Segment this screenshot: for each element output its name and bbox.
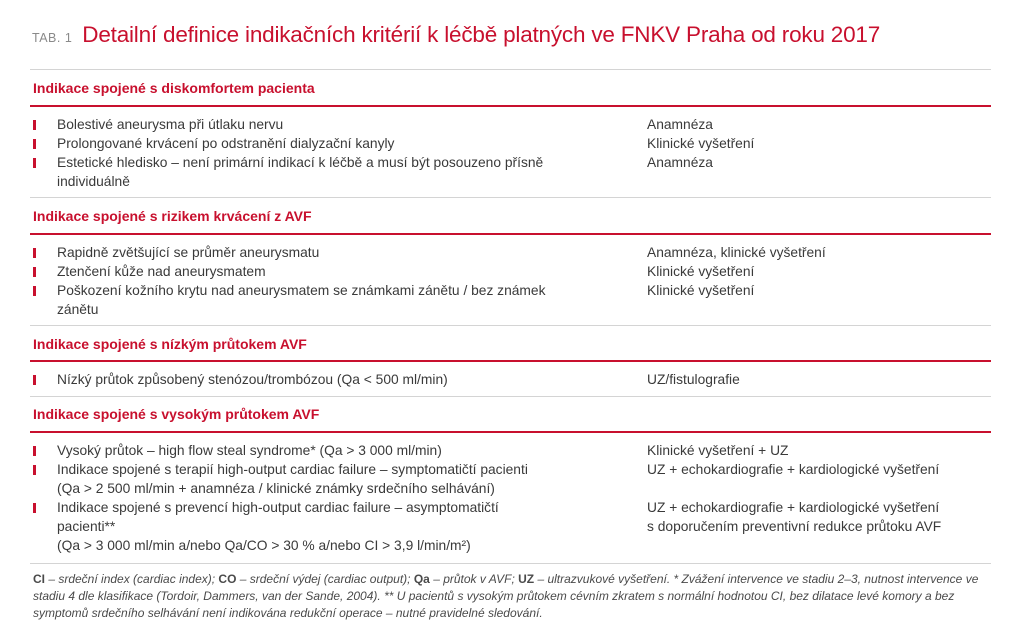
bullet-marker [33,446,36,456]
assessment-method: UZ/fistulografie [647,372,740,387]
table-footnote [33,571,993,622]
section-heading: Indikace spojené s diskomfortem pacienta [33,80,315,96]
bullet-marker [33,120,36,130]
section-heading: Indikace spojené s nízkým průtokem AVF [33,336,307,352]
assessment-method: Anamnéza [647,155,713,170]
section-heading-rule [30,105,991,107]
assessment-method: Klinické vyšetření + UZ [647,443,789,458]
criterion-label: Estetické hledisko – není primární indikací k léčbě a musí být posouzeno přísně individuálně [57,155,544,189]
bullet-marker [33,375,36,385]
bullet-marker [33,267,36,277]
criterion-label: Prolongované krvácení po odstranění dialyzační kanyly [57,136,395,151]
section-heading: Indikace spojené s rizikem krvácení z AVF [33,208,312,224]
bullet-marker [33,139,36,149]
criterion-label: Ztenčení kůže nad aneurysmatem [57,264,266,279]
assessment-method: Klinické vyšetření [647,283,755,298]
bullet-marker [33,503,36,513]
section-heading: Indikace spojené s vysokým průtokem AVF [33,406,320,422]
table-bottom-divider [30,563,991,564]
bullet-marker [33,465,36,475]
footnote-abbreviation: CI [33,572,45,586]
criterion-label: Indikace spojené s prevencí high-output cardiac failure – asymptomatičtí pacienti** (Qa > 3 000 ml/min a/nebo Qa/CO > 30 % a/nebo CI > 3,9 l/min/m²) [57,500,499,553]
criterion-label: Poškození kožního krytu nad aneurysmatem se známkami zánětu / bez známek zánětu [57,283,546,317]
assessment-method: Anamnéza [647,117,713,132]
footnote-text: – průtok v AVF; [429,572,519,586]
bullet-marker [33,158,36,168]
footnote-abbreviation: CO [218,572,237,586]
section-heading-rule [30,233,991,235]
footnote-abbreviation: UZ [518,572,535,586]
table-number: TAB. 1 [32,31,73,45]
bullet-marker [33,286,36,296]
table-title: Detailní definice indikačních kritérií k léčbě platných ve FNKV Praha od roku 2017 [82,22,881,47]
assessment-method: UZ + echokardiografie + kardiologické vyšetření [647,462,940,477]
criterion-label: Indikace spojené s terapií high-output cardiac failure – symptomatičtí pacienti (Qa > 2 500 ml/min + anamnéza / klinické známky srdečního selhávání) [57,462,528,496]
criterion-label: Bolestivé aneurysma při útlaku nervu [57,117,284,132]
section-divider [30,197,991,198]
section-heading-rule [30,360,991,362]
section-heading-rule [30,431,991,433]
table-caption [32,22,999,48]
footnote-text: – ultrazvukové vyšetření. * Zvážení intervence ve stadiu 2–3, nutnost intervence ve stadiu 4 dle klasifikace (Tordoir, Dammers, van der Sande, 2004). ** U pacientů s vysokým průtokem cévním zkratem s normální hodnotou CI, bez dilatace levé komory a bez symptomů srdečního selhávání není indikována redukční operace – nutné pravidelné sledování. [33,572,979,620]
bullet-marker [33,248,36,258]
footnote-text: – srdeční index (cardiac index); [45,572,219,586]
criterion-label: Rapidně zvětšující se průměr aneurysmatu [57,245,320,260]
criterion-label: Nízký průtok způsobený stenózou/trombózou (Qa < 500 ml/min) [57,372,448,387]
assessment-method: Klinické vyšetření [647,136,755,151]
section-divider [30,396,991,397]
assessment-method: Klinické vyšetření [647,264,755,279]
assessment-method: UZ + echokardiografie + kardiologické vyšetření s doporučením preventivní redukce průtoku AVF [647,500,942,534]
section-divider [30,69,991,70]
assessment-method: Anamnéza, klinické vyšetření [647,245,826,260]
section-divider [30,325,991,326]
criterion-label: Vysoký průtok – high flow steal syndrome* (Qa > 3 000 ml/min) [57,443,442,458]
footnote-abbreviation: Qa [413,572,430,586]
footnote-text: – srdeční výdej (cardiac output); [236,572,414,586]
